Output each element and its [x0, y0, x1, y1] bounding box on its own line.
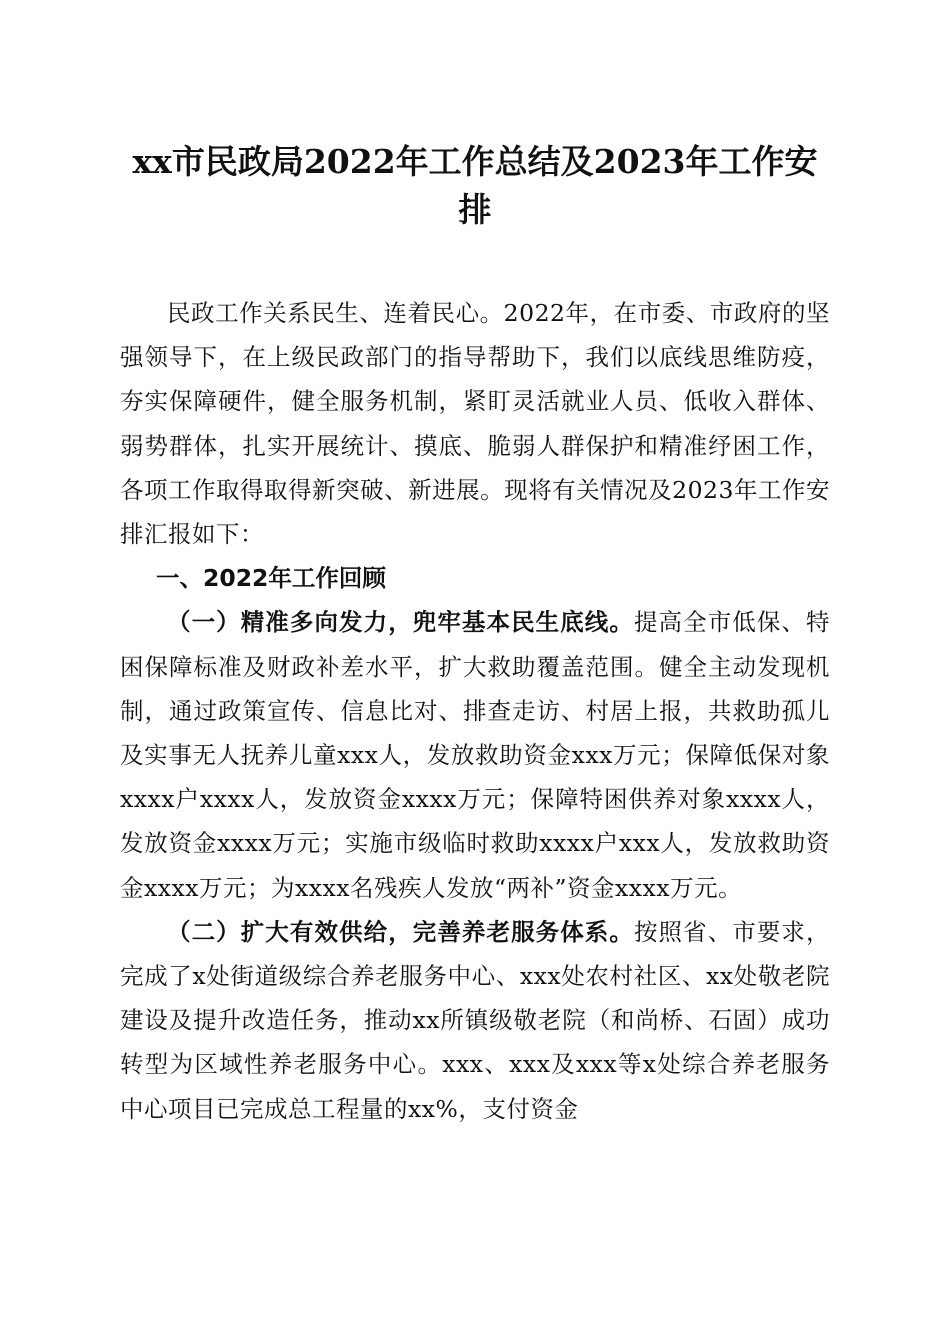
item-text-1: 提高全市低保、特困保障标准及财政补差水平，扩大救助覆盖范围。健全主动发现机制，通过政策宣传、信息比对、排查走访、村居上报，共救助孤儿及实事无人抚养儿童xxx人，发放救助资金xxx万元；保障低保对象xxxx户xxxx人，发放资金xxxx万元；保障特困供养对象xxxx人，发放资金xxxx万元；实施市级临时救助xxxx户xxx人，发放救助资金xxxx万元；为xxxx名残疾人发放“两补”资金xxxx万元。	[120, 608, 831, 902]
item-paragraph-2	[120, 910, 830, 1131]
section-heading-review: 一、2022年工作回顾	[156, 564, 386, 593]
document-title: xx市民政局2022年工作总结及2023年工作安排	[132, 142, 818, 229]
intro-paragraph: 民政工作关系民生、连着民心。2022年，在市委、市政府的坚强领导下，在上级民政部门的指导帮助下，我们以底线思维防疫，夯实保障硬件，健全服务机制，紧盯灵活就业人员、低收入群体、弱势群体，扎实开展统计、摸底、脆弱人群保护和精准纾困工作，各项工作取得取得新突破、新进展。现将有关情况及2023年工作安排汇报如下：	[120, 299, 830, 549]
item-text-2: 按照省、市要求，完成了x处街道级综合养老服务中心、xxx处农村社区、xx处敬老院建设及提升改造任务，推动xx所镇级敬老院（和尚桥、石固）成功转型为区域性养老服务中心。xxx、xxx及xxx等x处综合养老服务中心项目已完成总工程量的xx%，支付资金	[120, 917, 831, 1123]
item-lead-1: （一）精准多向发力，兜牢基本民生底线。	[167, 608, 634, 637]
item-lead-2: （二）扩大有效供给，完善养老服务体系。	[167, 917, 634, 946]
document-page	[120, 0, 830, 1131]
document-body	[120, 291, 830, 1131]
item-paragraph-1	[120, 600, 830, 909]
